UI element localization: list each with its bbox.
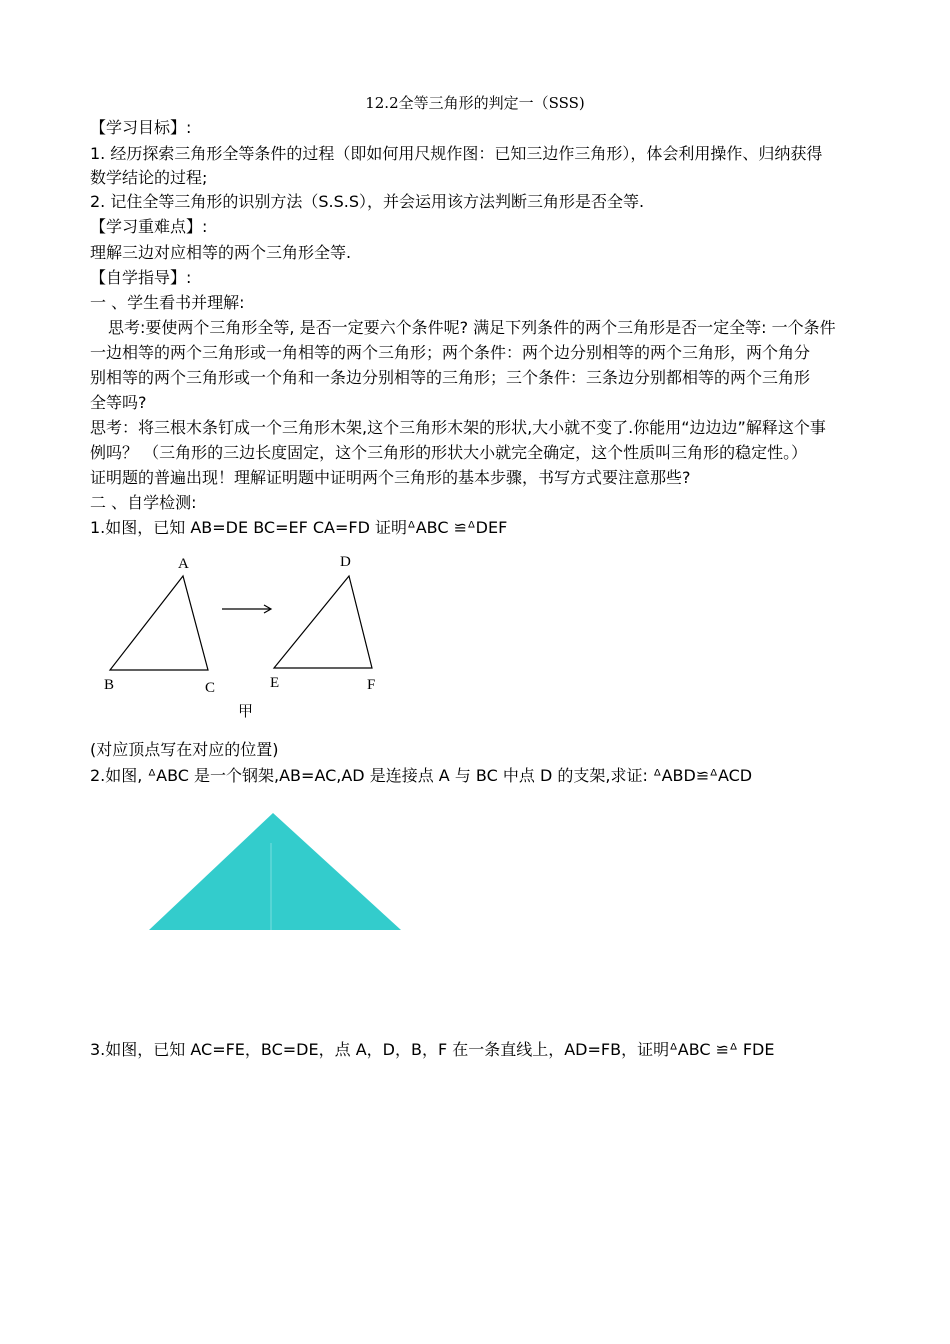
question-2: 2.如图, ᐞABC 是一个钢架,AB=AC,AD 是连接点 A 与 BC 中点 D 的支架,求证: ᐞABD≌ᐞACD [90,766,753,785]
guide-heading: 【自学指导】: [90,268,192,287]
think-1-line-4: 全等吗? [90,393,147,412]
think-2-line-2: 例吗？ （三角形的三边长度固定，这个三角形的形状大小就完全确定，这个性质叫三角形的稳定性。） [90,443,808,462]
label-e: E [270,675,280,691]
label-b: B [104,677,115,693]
section-1-heading: 一 、学生看书并理解: [90,293,245,312]
label-f: F [367,677,376,693]
goals-heading: 【学习目标】: [90,118,192,137]
figure-1-caption: 甲 [238,704,254,720]
question-3: 3.如图，已知 AC=FE，BC=DE，点 A，D，B，F 在一条直线上，AD=FB，证明ᐞABC ≌ᐞ FDE [90,1040,775,1059]
triangle-def [274,576,372,668]
label-c: C [205,680,216,696]
steel-frame-triangle [149,813,401,930]
think-1-line-3: 别相等的两个三角形或一个角和一条边分别相等的三角形；三个条件：三条边分别都相等的两个三角形 [90,368,811,387]
goal-1-line-2: 数学结论的过程; [90,168,208,187]
triangle-abc [110,576,208,670]
proof-note: 证明题的普遍出现！理解证明题中证明两个三角形的基本步骤，书写方式要注意那些? [90,468,691,487]
label-d: D [340,554,351,570]
think-1-line-1: 思考:要使两个三角形全等, 是否一定要六个条件呢? 满足下列条件的两个三角形是否一定全等: 一个条件 [108,318,836,337]
think-1-line-2: 一边相等的两个三角形或一角相等的两个三角形；两个条件：两个边分别相等的两个三角形，两个角分 [90,343,811,362]
label-a: A [178,556,189,572]
figure-2 [149,813,401,930]
goal-1-line-1: 1. 经历探索三角形全等条件的过程（即如何用尺规作图：已知三边作三角形），体会利用操作、归纳获得 [90,144,823,163]
think-2-line-1: 思考：将三根木条钉成一个三角形木架,这个三角形木架的形状,大小就不变了.你能用“边边边”解释这个事 [90,418,826,437]
question-1-note: (对应顶点写在对应的位置) [90,740,279,759]
goal-2: 2. 记住全等三角形的识别方法（S.S.S），并会运用该方法判断三角形是否全等. [90,192,645,211]
section-2-heading: 二 、自学检测: [90,493,197,512]
figure-1 [104,554,375,720]
question-1: 1.如图，已知 AB=DE BC=EF CA=FD 证明ᐞABC ≌ᐞDEF [90,518,508,537]
page-title: 12.2全等三角形的判定一（SSS) [365,94,585,112]
key-text: 理解三边对应相等的两个三角形全等. [90,243,352,262]
key-heading: 【学习重难点】: [90,217,208,236]
